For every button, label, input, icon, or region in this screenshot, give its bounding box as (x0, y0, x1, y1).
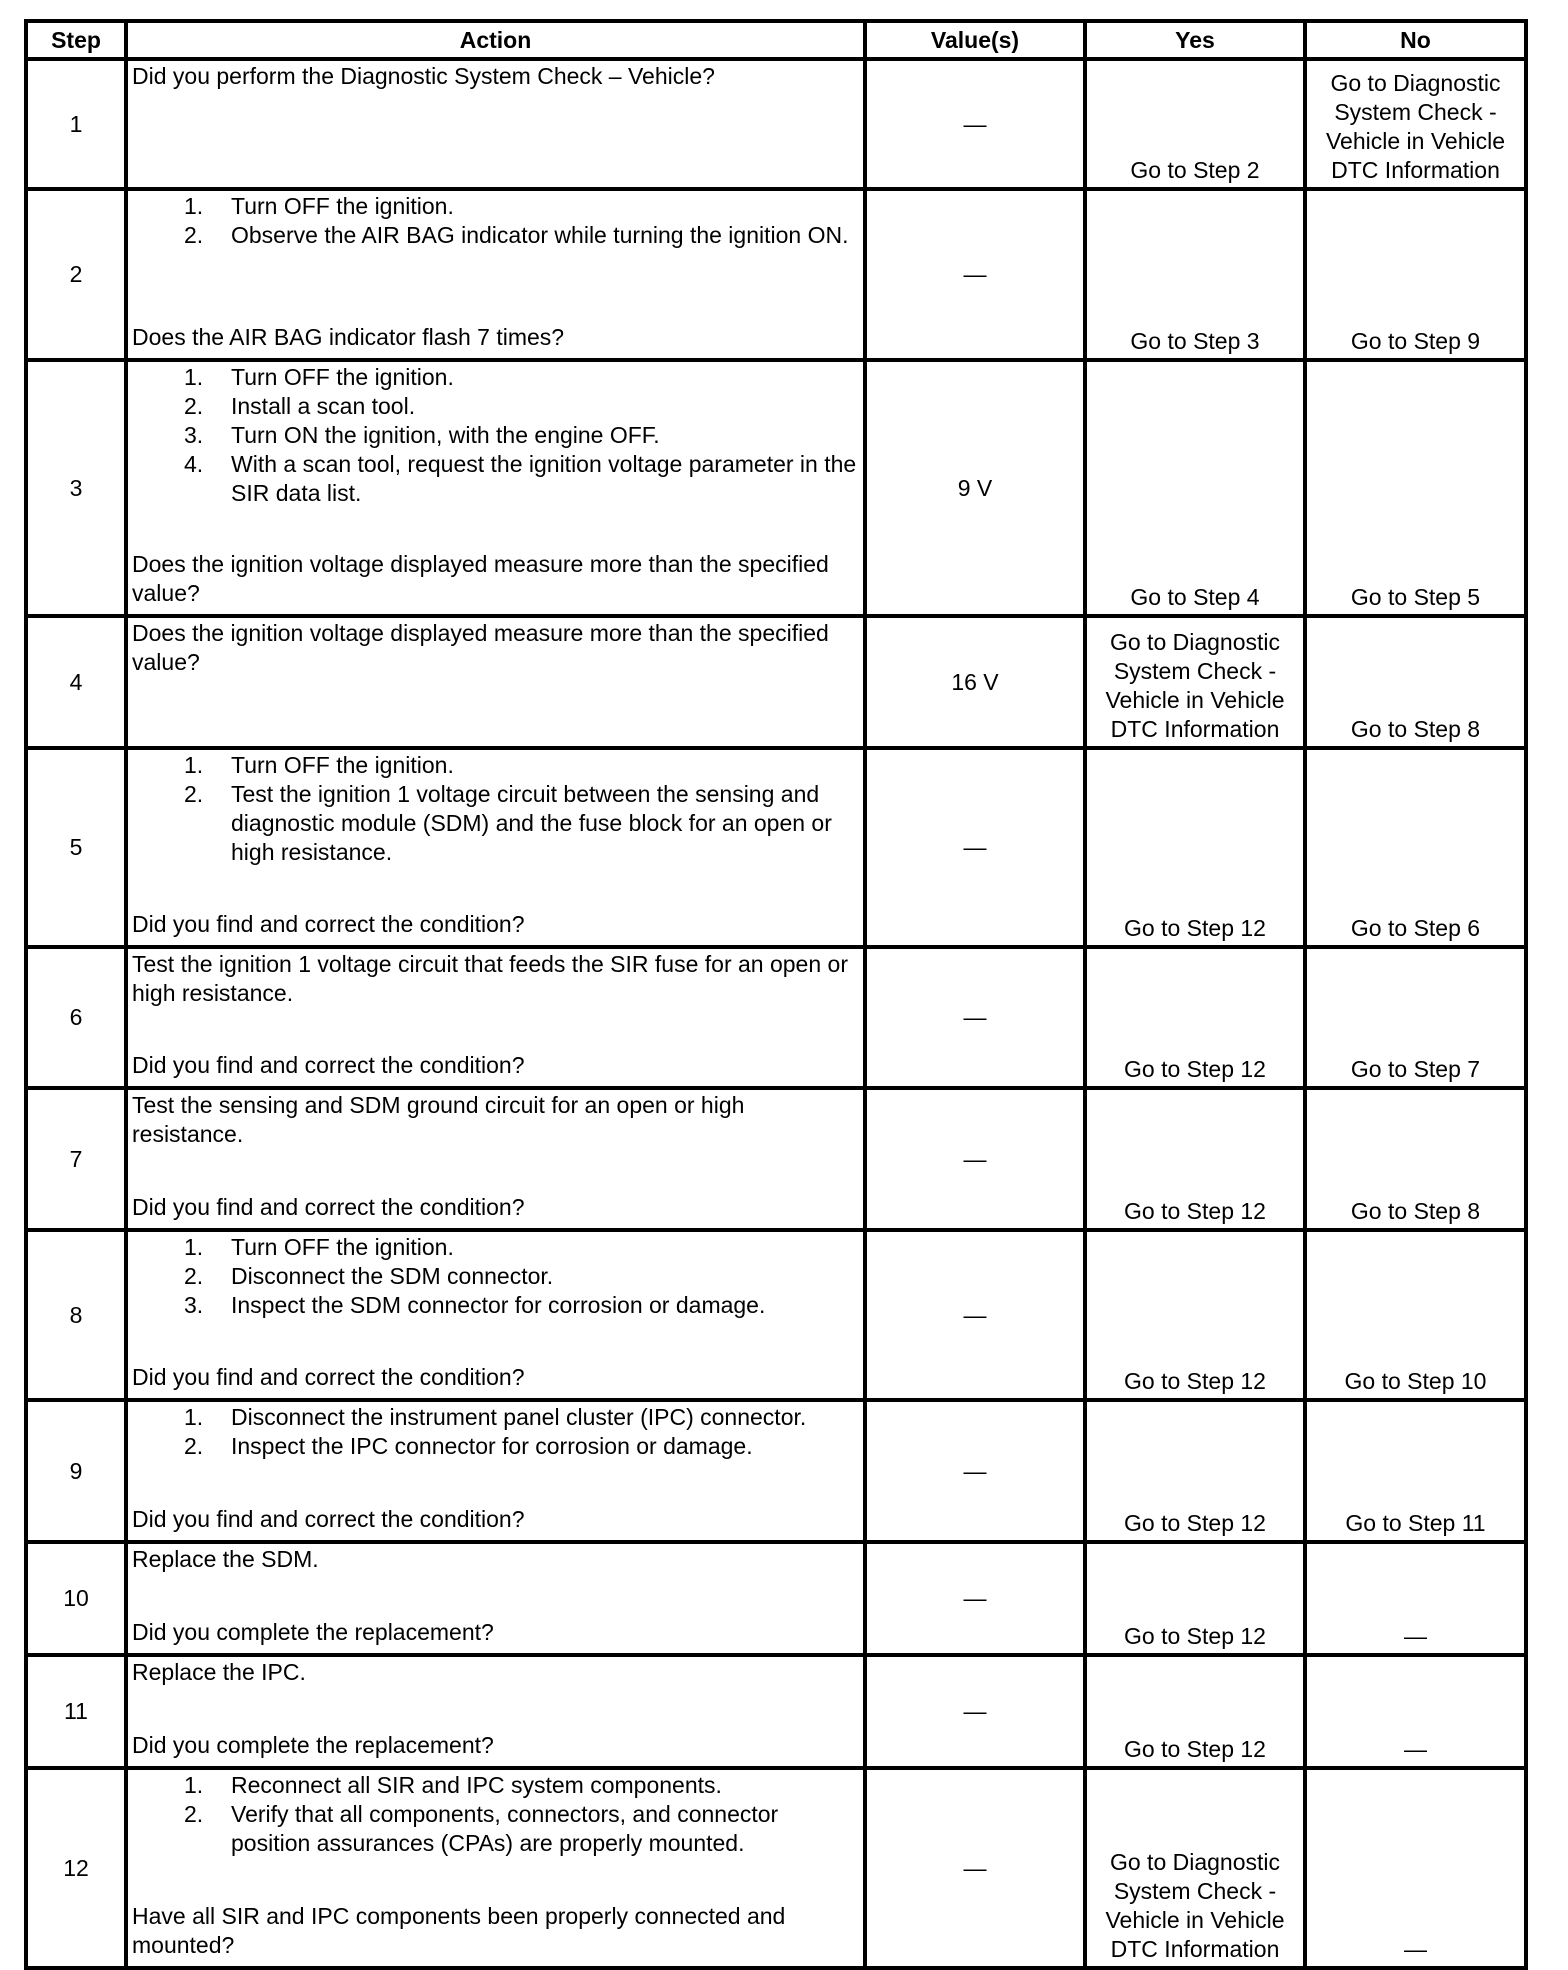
action-question: Did you complete the replacement? (132, 1732, 494, 1758)
yes-cell: Go to Step 12 (1085, 947, 1305, 1088)
action-step-item (132, 1403, 859, 1432)
action-question: Did you find and correct the condition? (132, 1194, 525, 1220)
value-cell: — (865, 947, 1085, 1088)
action-step-number: 4. (184, 451, 204, 477)
action-content (128, 1544, 863, 1649)
header-no: No (1305, 21, 1526, 59)
action-top (132, 62, 859, 91)
action-step-number: 2. (184, 1801, 204, 1827)
action-top (132, 1403, 859, 1461)
action-cell (126, 947, 865, 1088)
action-steps-list (132, 363, 859, 508)
action-step-text: Reconnect all SIR and IPC system components. (231, 1772, 722, 1798)
value-cell: — (865, 1655, 1085, 1768)
action-instruction: Test the ignition 1 voltage circuit that feeds the SIR fuse for an open or high resistance. (132, 951, 848, 1006)
step-number: 8 (26, 1230, 126, 1400)
step-number: 4 (26, 616, 126, 748)
action-step-text: Verify that all components, connectors, and connector position assurances (CPAs) are properly mounted. (231, 1801, 779, 1856)
no-cell: — (1305, 1542, 1526, 1655)
action-top (132, 619, 859, 677)
action-cell (126, 1655, 865, 1768)
action-instruction: Replace the IPC. (132, 1659, 306, 1685)
table-row (26, 1230, 1526, 1400)
no-cell: — (1305, 1768, 1526, 1968)
action-content (128, 1090, 863, 1224)
action-step-item (132, 392, 859, 421)
step-number: 10 (26, 1542, 126, 1655)
yes-cell: Go to Step 12 (1085, 1400, 1305, 1542)
table-row (26, 947, 1526, 1088)
action-content (128, 191, 863, 354)
value-cell: 16 V (865, 616, 1085, 748)
action-step-text: Turn OFF the ignition. (231, 364, 454, 390)
value-cell: — (865, 748, 1085, 947)
table-row (26, 1655, 1526, 1768)
step-number: 1 (26, 59, 126, 189)
no-cell: Go to Step 5 (1305, 360, 1526, 616)
action-cell (126, 1542, 865, 1655)
action-content (128, 61, 863, 183)
action-step-number: 1. (184, 1772, 204, 1798)
table-row (26, 1088, 1526, 1230)
value-cell: — (865, 1400, 1085, 1542)
action-step-number: 3. (184, 1292, 204, 1318)
header-step: Step (26, 21, 126, 59)
action-question: Did you find and correct the condition? (132, 1506, 525, 1532)
action-cell (126, 748, 865, 947)
action-question: Did you complete the replacement? (132, 1619, 494, 1645)
yes-cell: Go to Step 4 (1085, 360, 1305, 616)
value-cell: — (865, 1542, 1085, 1655)
action-instruction: Did you perform the Diagnostic System Check – Vehicle? (132, 63, 715, 89)
action-step-number: 3. (184, 422, 204, 448)
yes-cell: Go to Step 12 (1085, 1542, 1305, 1655)
action-step-item (132, 1262, 859, 1291)
yes-cell: Go to Step 12 (1085, 1088, 1305, 1230)
value-cell: — (865, 1088, 1085, 1230)
action-question: Have all SIR and IPC components been properly connected and mounted? (132, 1903, 786, 1958)
action-step-text: Install a scan tool. (231, 393, 416, 419)
action-step-number: 1. (184, 364, 204, 390)
no-cell: — (1305, 1655, 1526, 1768)
action-question: Does the AIR BAG indicator flash 7 times? (132, 324, 565, 350)
action-top (132, 192, 859, 250)
step-number: 3 (26, 360, 126, 616)
action-question: Did you find and correct the condition? (132, 1052, 525, 1078)
action-content (128, 1232, 863, 1394)
yes-cell: Go to Diagnostic System Check - Vehicle in Vehicle DTC Information (1085, 616, 1305, 748)
action-cell (126, 189, 865, 360)
action-content (128, 1402, 863, 1536)
action-step-number: 2. (184, 393, 204, 419)
header-yes: Yes (1085, 21, 1305, 59)
action-cell (126, 1088, 865, 1230)
no-cell: Go to Step 9 (1305, 189, 1526, 360)
action-top (132, 950, 859, 1008)
action-step-text: Turn OFF the ignition. (231, 1234, 454, 1260)
action-top (132, 1545, 859, 1574)
action-instruction: Test the sensing and SDM ground circuit for an open or high resistance. (132, 1092, 745, 1147)
action-step-text: Inspect the SDM connector for corrosion or damage. (231, 1292, 766, 1318)
action-content (128, 1770, 863, 1962)
value-cell: — (865, 1230, 1085, 1400)
action-step-item (132, 363, 859, 392)
no-cell: Go to Diagnostic System Check - Vehicle in Vehicle DTC Information (1305, 59, 1526, 189)
action-step-text: With a scan tool, request the ignition voltage parameter in the SIR data list. (231, 451, 857, 506)
action-steps-list (132, 751, 859, 867)
action-question: Does the ignition voltage displayed measure more than the specified value? (132, 551, 829, 606)
step-number: 2 (26, 189, 126, 360)
action-cell (126, 1768, 865, 1968)
table-row (26, 1768, 1526, 1968)
action-step-item (132, 1291, 859, 1320)
action-cell (126, 616, 865, 748)
no-cell: Go to Step 7 (1305, 947, 1526, 1088)
action-step-number: 2. (184, 1433, 204, 1459)
yes-cell: Go to Step 2 (1085, 59, 1305, 189)
action-step-item (132, 221, 859, 250)
action-step-text: Turn OFF the ignition. (231, 752, 454, 778)
action-step-number: 1. (184, 1234, 204, 1260)
table-row (26, 616, 1526, 748)
header-action: Action (126, 21, 865, 59)
action-top (132, 1091, 859, 1149)
action-step-item (132, 450, 859, 508)
action-step-item (132, 1233, 859, 1262)
action-content (128, 750, 863, 941)
no-cell: Go to Step 6 (1305, 748, 1526, 947)
action-instruction: Does the ignition voltage displayed measure more than the specified value? (132, 620, 829, 675)
value-cell: — (865, 189, 1085, 360)
action-step-item (132, 1771, 859, 1800)
header-values: Value(s) (865, 21, 1085, 59)
step-number: 12 (26, 1768, 126, 1968)
header-row (26, 21, 1526, 59)
action-step-text: Turn ON the ignition, with the engine OFF. (231, 422, 660, 448)
action-steps-list (132, 192, 859, 250)
diagnostic-table (24, 19, 1528, 1970)
yes-cell: Go to Step 3 (1085, 189, 1305, 360)
action-step-item (132, 780, 859, 867)
step-number: 7 (26, 1088, 126, 1230)
action-steps-list (132, 1403, 859, 1461)
table-row (26, 748, 1526, 947)
action-cell (126, 1400, 865, 1542)
table-row (26, 1400, 1526, 1542)
value-cell: — (865, 1768, 1085, 1968)
action-top (132, 751, 859, 867)
step-number: 11 (26, 1655, 126, 1768)
action-instruction: Replace the SDM. (132, 1546, 319, 1572)
step-number: 6 (26, 947, 126, 1088)
action-content (128, 949, 863, 1082)
action-cell (126, 1230, 865, 1400)
action-step-text: Inspect the IPC connector for corrosion or damage. (231, 1433, 753, 1459)
value-cell: — (865, 59, 1085, 189)
step-number: 5 (26, 748, 126, 947)
no-cell: Go to Step 8 (1305, 1088, 1526, 1230)
action-top (132, 1233, 859, 1320)
action-step-number: 2. (184, 781, 204, 807)
no-cell: Go to Step 8 (1305, 616, 1526, 748)
action-step-item (132, 1800, 859, 1858)
action-content (128, 362, 863, 610)
no-cell: Go to Step 11 (1305, 1400, 1526, 1542)
step-number: 9 (26, 1400, 126, 1542)
yes-cell: Go to Step 12 (1085, 1655, 1305, 1768)
table-body (26, 59, 1526, 1968)
yes-cell: Go to Step 12 (1085, 748, 1305, 947)
action-question: Did you find and correct the condition? (132, 1364, 525, 1390)
table-row (26, 189, 1526, 360)
action-content (128, 618, 863, 742)
action-cell (126, 360, 865, 616)
action-top (132, 1658, 859, 1687)
yes-cell: Go to Diagnostic System Check - Vehicle in Vehicle DTC Information (1085, 1768, 1305, 1968)
action-step-item (132, 421, 859, 450)
action-step-number: 1. (184, 193, 204, 219)
action-top (132, 363, 859, 508)
action-step-item (132, 751, 859, 780)
table-row (26, 1542, 1526, 1655)
action-step-item (132, 1432, 859, 1461)
action-step-item (132, 192, 859, 221)
action-step-text: Turn OFF the ignition. (231, 193, 454, 219)
table-row (26, 59, 1526, 189)
action-top (132, 1771, 859, 1858)
action-content (128, 1657, 863, 1762)
action-cell (126, 59, 865, 189)
action-step-text: Disconnect the SDM connector. (231, 1263, 554, 1289)
action-step-number: 1. (184, 1404, 204, 1430)
yes-cell: Go to Step 12 (1085, 1230, 1305, 1400)
no-cell: Go to Step 10 (1305, 1230, 1526, 1400)
action-step-text: Observe the AIR BAG indicator while turning the ignition ON. (231, 222, 849, 248)
action-step-number: 2. (184, 1263, 204, 1289)
action-step-number: 2. (184, 222, 204, 248)
table-row (26, 360, 1526, 616)
action-question: Did you find and correct the condition? (132, 911, 525, 937)
action-step-text: Disconnect the instrument panel cluster (IPC) connector. (231, 1404, 807, 1430)
value-cell: 9 V (865, 360, 1085, 616)
action-steps-list (132, 1771, 859, 1858)
action-step-number: 1. (184, 752, 204, 778)
action-steps-list (132, 1233, 859, 1320)
action-step-text: Test the ignition 1 voltage circuit between the sensing and diagnostic module (SDM) and the fuse block for an open or high resistance. (231, 781, 832, 865)
